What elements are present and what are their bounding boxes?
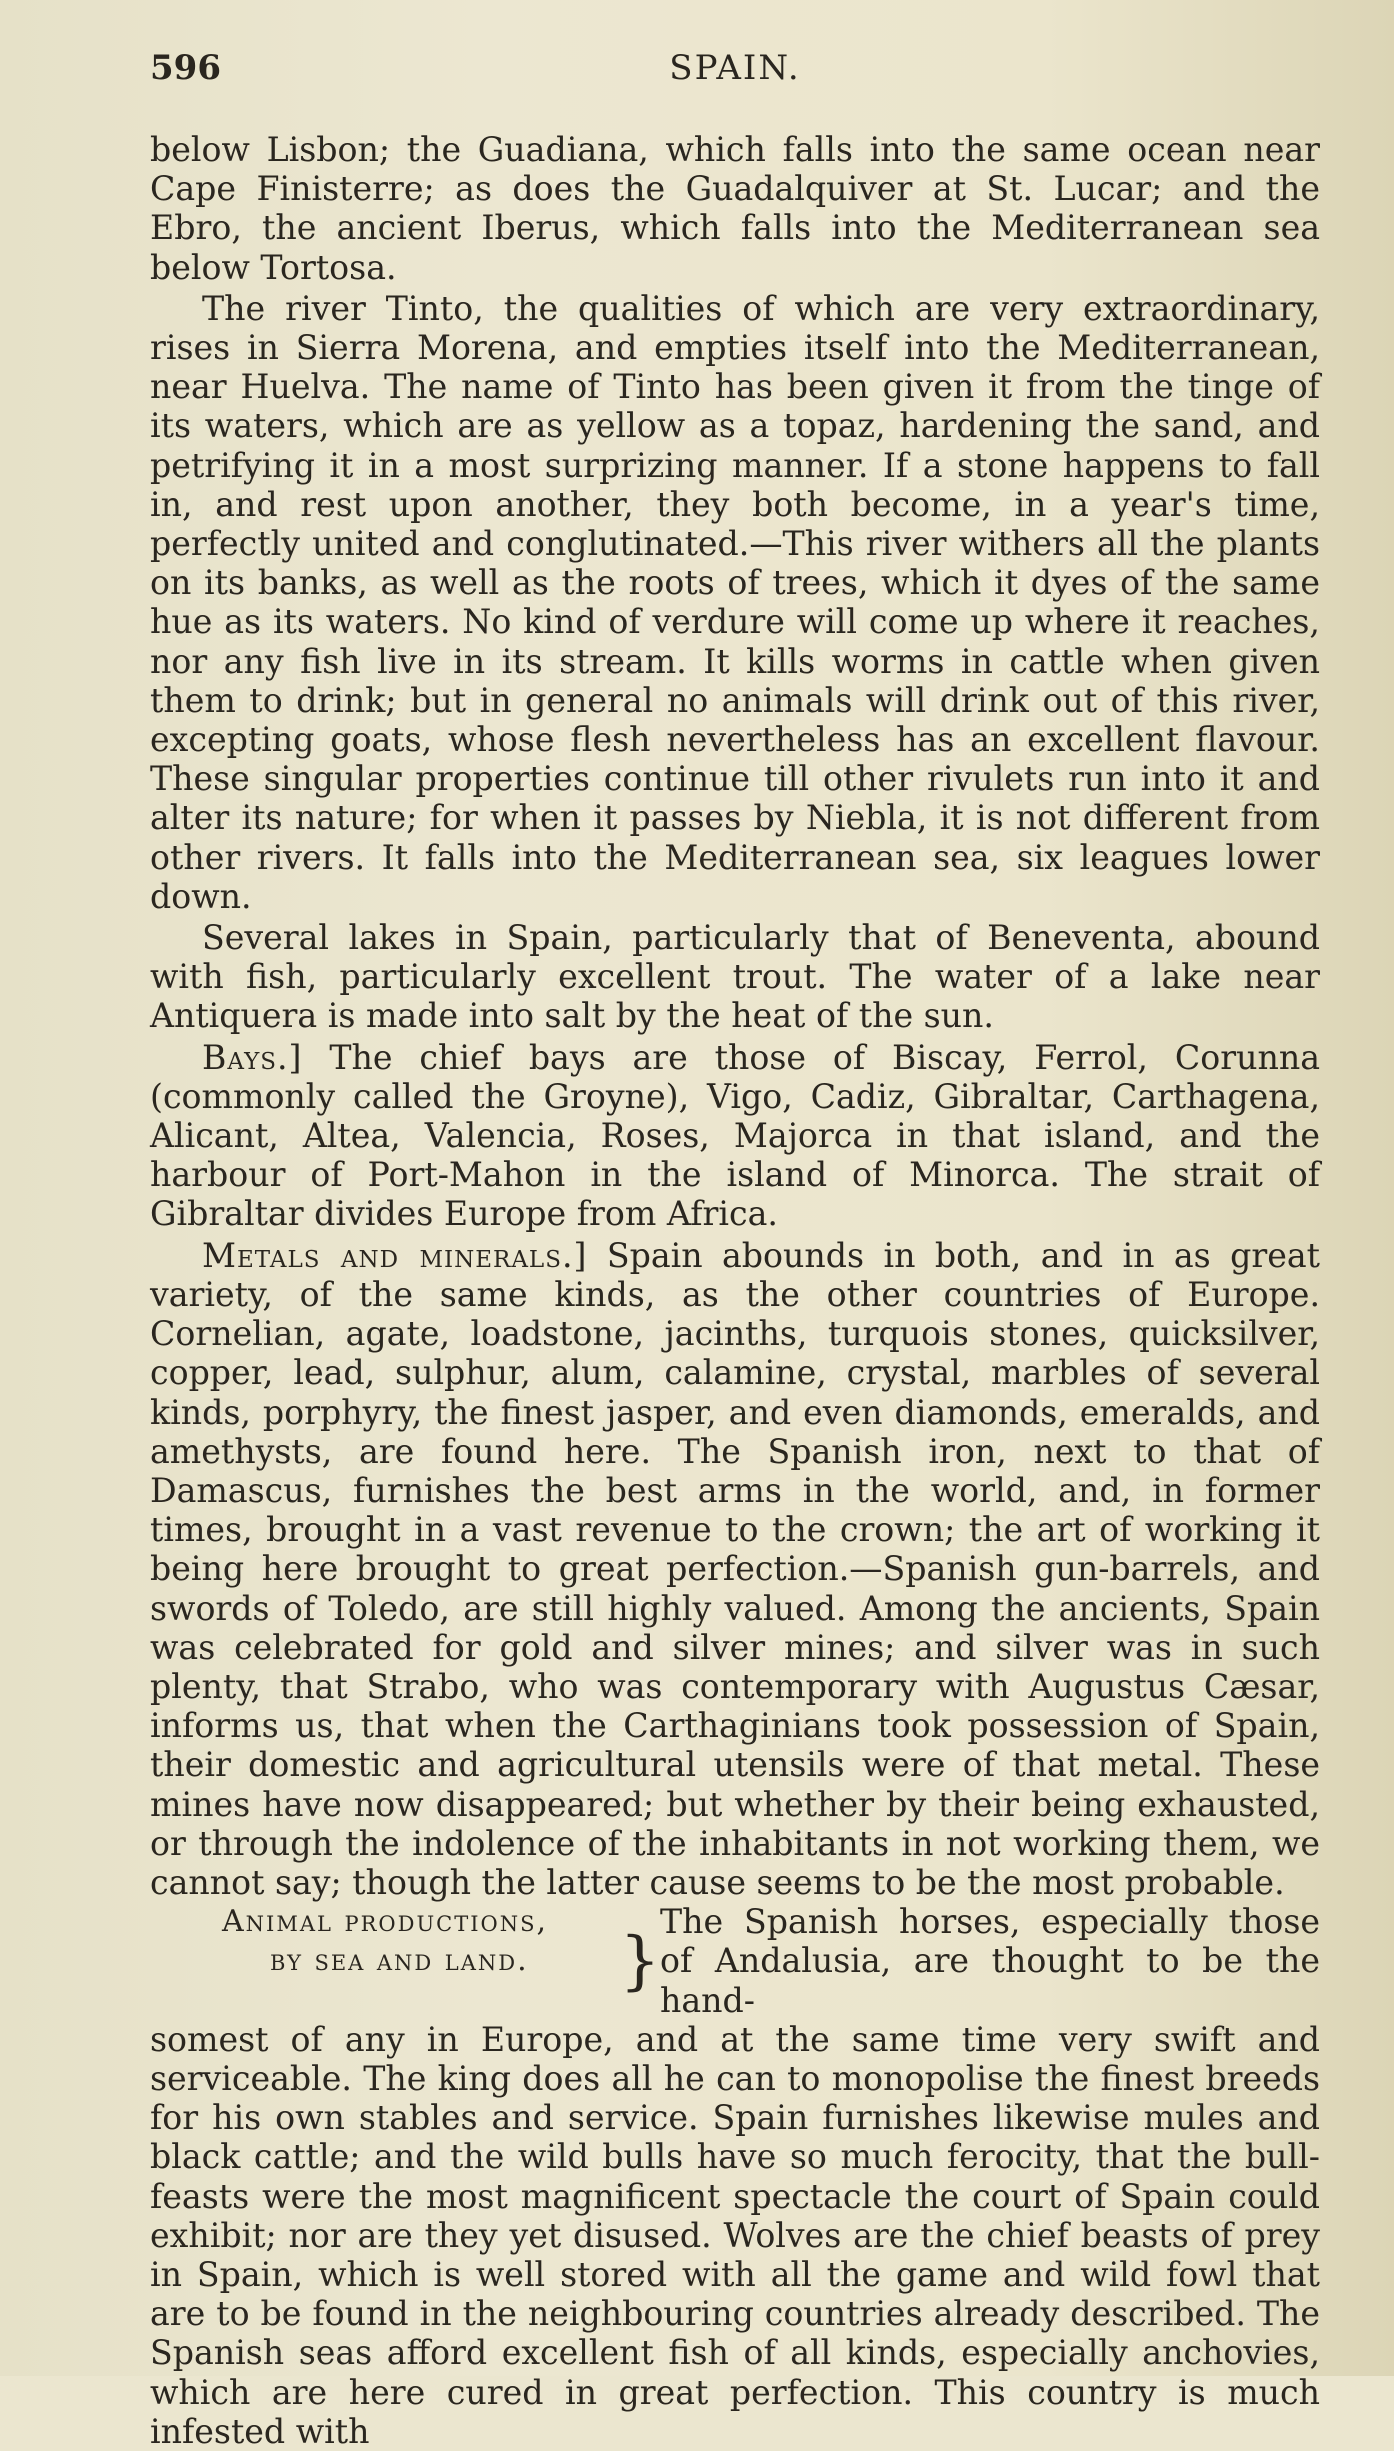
paragraph-animals: somest of any in Europe, and at the same time very swift and serviceable. The king does all he can to monopolise the finest breeds for his own stables and service. Spain furnishes likewise mules and black cattle; and the wild bulls have so much ferocity, that the bull-feasts were the most magnificent spectacle the court of Spain could exhibit; nor are they yet disused. Wolves are the chief beasts of prey in Spain, which is well stored with all the game and wild fowl that are to be found in the neighbouring countries already described. The Spanish seas afford excellent fish of all kinds, especially anchovies, which are here cured in great perfection. This country is much infested with [150, 2019, 1320, 2451]
running-head: SPAIN. [669, 48, 801, 88]
animal-text-first: The Spanish horses, especially those of Andalusia, are thought to be the hand- [660, 1902, 1320, 2020]
section-heading-metals: Metals and minerals.] [202, 1235, 588, 1275]
animal-productions-heading-block [150, 1902, 1320, 2020]
section-heading-bays: Bays.] [202, 1037, 303, 1077]
paragraph-metals [150, 1236, 1320, 1902]
brace-icon: } [619, 1923, 661, 1998]
animal-heading-line-1: Animal productions, [222, 1904, 549, 1940]
bays-text: The chief bays are those of Biscay, Ferrol, Corunna (commonly called the Groyne), Vigo, Cadiz, Gibraltar, Carthagena, Alicant, Altea, Valencia, Roses, Majorca in that island, and the harbour of Port-Mahon in the island of Minorca. The strait of Gibraltar divides Europe from Africa. [150, 1037, 1320, 1234]
paragraph-bays [150, 1038, 1320, 1234]
page-header [150, 48, 1320, 98]
paragraph-tinto: The river Tinto, the qualities of which are very extraordinary, rises in Sierra Morena, and empties itself into the Mediterranean, near Huelva. The name of Tinto has been given it from the tinge of its waters, which are as yellow as a topaz, hardening the sand, and petrifying it in a most surprizing manner. If a stone happens to fall in, and rest upon another, they both become, in a year's time, perfectly united and conglutinated.—This river withers all the plants on its banks, as well as the roots of trees, which it dyes of the same hue as its waters. No kind of verdure will come up where it reaches, nor any fish live in its stream. It kills worms in cattle when given them to drink; but in general no animals will drink out of this river, excepting goats, whose flesh nevertheless has an excellent flavour. These singular properties continue till other rivulets run into it and alter its nature; for when it passes by Niebla, it is not different from other rivers. It falls into the Mediterranean sea, six leagues lower down. [150, 288, 1320, 916]
body-text [150, 130, 1320, 2451]
metals-text: Spain abounds in both, and in as great variety, of the same kinds, as the other countries of Europe. Cornelian, agate, loadstone, jacinths, turquois stones, quicksilver, copper, lead, sulphur, alum, calamine, crystal, marbles of several kinds, porphyry, the finest jasper, and even diamonds, emeralds, and amethysts, are found here. The Spanish iron, next to that of Damascus, furnishes the best arms in the world, and, in former times, brought in a vast revenue to the crown; the art of working it being here brought to great perfection.—Spanish gun-barrels, and swords of Toledo, are still highly valued. Among the ancients, Spain was celebrated for gold and silver mines; and silver was in such plenty, that Strabo, who was contemporary with Augustus Cæsar, informs us, that when the Carthaginians took possession of Spain, their domestic and agricultural utensils were of that metal. These mines have now disappeared; but whether by their being exhausted, or through the indolence of the inhabitants in not working them, we cannot say; though the latter cause seems to be the most probable. [150, 1235, 1320, 1902]
page-number: 596 [150, 48, 221, 88]
section-heading-animals [150, 1902, 620, 2020]
paragraph-rivers-end: below Lisbon; the Guadiana, which falls into the same ocean near Cape Finisterre; as does the Guadalquiver at St. Lucar; and the Ebro, the ancient Iberus, which falls into the Mediterranean sea below Tortosa. [150, 130, 1320, 287]
paragraph-lakes: Several lakes in Spain, particularly that of Beneventa, abound with fish, particularly excellent trout. The water of a lake near Antiquera is made into salt by the heat of the sun. [150, 918, 1320, 1036]
animal-heading-line-2: by sea and land. [270, 1943, 529, 1979]
